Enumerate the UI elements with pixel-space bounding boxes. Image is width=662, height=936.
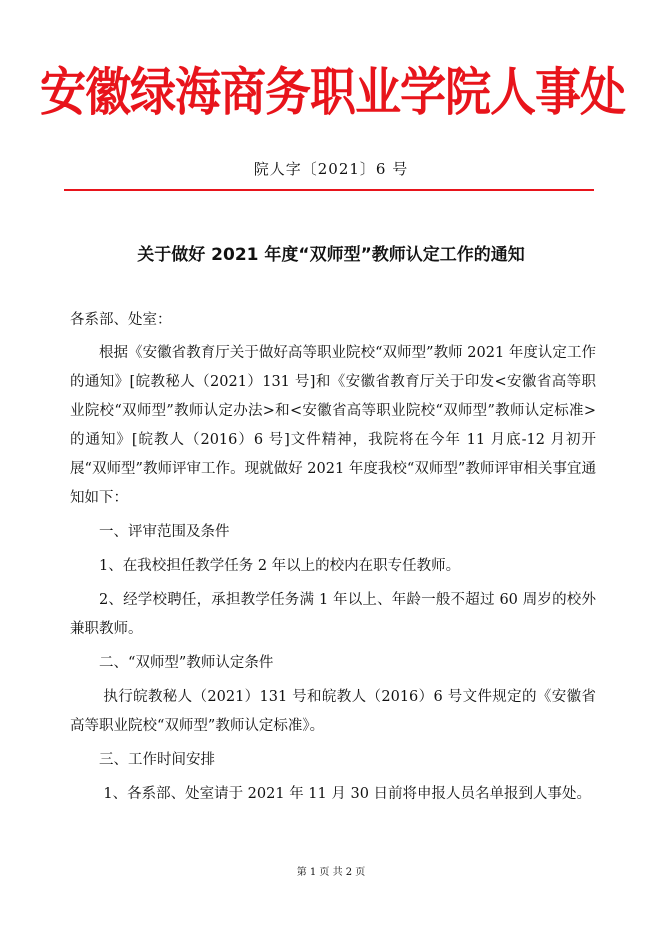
page-footer: 第 1 页 共 2 页 xyxy=(296,867,366,878)
intro-paragraph: 根据《安徽省教育厅关于做好高等职业院校“双师型”教师 2021 年度认定工作的通知》[皖教秘人（2021）131 号]和《安徽省教育厅关于印发<安徽省高等职业院校“双师型”教师认定办法>和<安徽省高等职业院校“双师型”教师认定标准>的通知》[皖教人（2016）6 号]文件精神，我院将在今年 11 月底-12 月初开展“双师型”教师评审工作。现就做好 2021 年度我校“双师型”教师评审相关事宜通知如下： xyxy=(70,345,596,506)
notice-body xyxy=(70,306,596,809)
notice-title: 关于做好 2021 年度“双师型”教师认定工作的通知 xyxy=(137,245,525,265)
document-number: 院人字〔2021〕6 号 xyxy=(253,160,409,178)
red-divider-line xyxy=(64,189,594,191)
section-heading-3: 三、工作时间安排 xyxy=(99,752,215,768)
section-heading-2: 二、“双师型”教师认定条件 xyxy=(99,655,274,671)
section-2-item-1: 执行皖教秘人（2021）131 号和皖教人（2016）6 号文件规定的《安徽省高等职业院校“双师型”教师认定标准》。 xyxy=(70,689,596,734)
section-1-item-2: 2、经学校聘任，承担教学任务满 1 年以上、年龄一般不超过 60 周岁的校外兼职教师。 xyxy=(70,592,596,637)
section-3-item-1: 1、各系部、处室请于 2021 年 11 月 30 日前将申报人员名单报到人事处。 xyxy=(103,786,592,802)
section-1-item-1: 1、在我校担任教学任务 2 年以上的校内在职专任教师。 xyxy=(99,558,461,574)
section-heading-1: 一、评审范围及条件 xyxy=(99,524,230,540)
salutation: 各系部、处室： xyxy=(70,312,172,328)
masthead-title: 安徽绿海商务职业学院人事处 xyxy=(40,61,625,123)
